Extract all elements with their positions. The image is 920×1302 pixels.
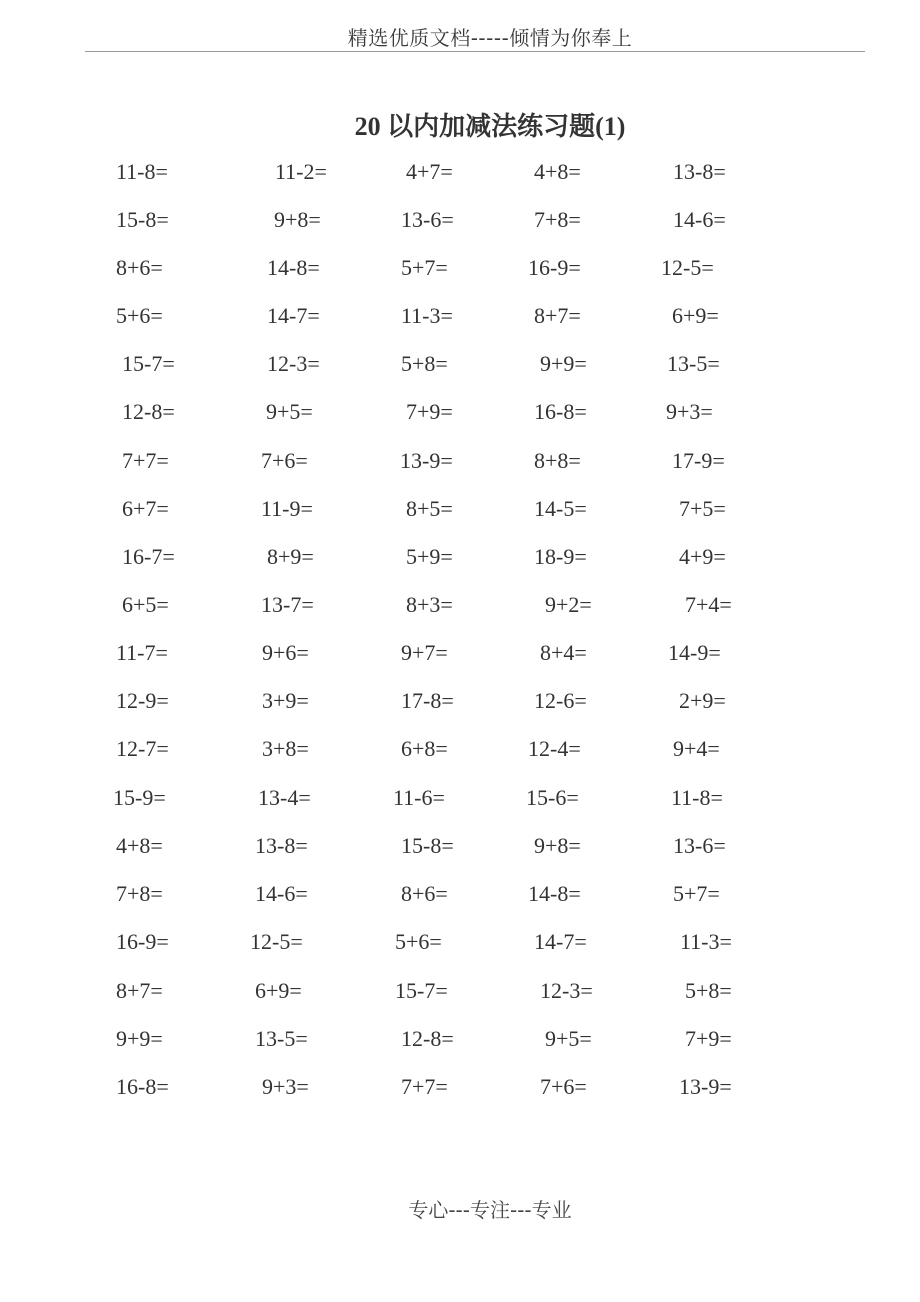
- problem: 3+9=: [262, 688, 309, 713]
- problem: 11-9=: [261, 496, 313, 521]
- problem: 15-8=: [401, 833, 454, 858]
- problem-row: [0, 157, 920, 187]
- problem: 5+6=: [116, 303, 163, 328]
- problem: 17-9=: [672, 448, 725, 473]
- problem: 14-8=: [528, 881, 581, 906]
- page-footer: [0, 1196, 920, 1220]
- problem: 16-9=: [116, 929, 169, 954]
- problem: 8+6=: [401, 881, 448, 906]
- problem: 13-5=: [667, 351, 720, 376]
- problem: 5+7=: [673, 881, 720, 906]
- problem: 11-7=: [116, 640, 168, 665]
- problem: 7+9=: [406, 399, 453, 424]
- problem: 7+8=: [116, 881, 163, 906]
- problem: 4+9=: [679, 544, 726, 569]
- problem: 9+4=: [673, 736, 720, 761]
- problem: 7+8=: [534, 207, 581, 232]
- problem: 6+8=: [401, 736, 448, 761]
- problem: 9+9=: [116, 1026, 163, 1051]
- problem: 11-6=: [393, 785, 445, 810]
- problem: 12-7=: [116, 736, 169, 761]
- problem: 15-8=: [116, 207, 169, 232]
- problem: 8+6=: [116, 255, 163, 280]
- problem: 2+9=: [679, 688, 726, 713]
- problem: 4+8=: [116, 833, 163, 858]
- problem: 12-3=: [267, 351, 320, 376]
- problem: 9+2=: [545, 592, 592, 617]
- problem: 13-8=: [255, 833, 308, 858]
- problem-row: [0, 349, 920, 379]
- problem: 6+9=: [672, 303, 719, 328]
- problem: 8+3=: [406, 592, 453, 617]
- problem: 8+5=: [406, 496, 453, 521]
- problem: 5+8=: [685, 978, 732, 1003]
- problem: 14-5=: [534, 496, 587, 521]
- problem: 7+9=: [685, 1026, 732, 1051]
- problem: 12-4=: [528, 736, 581, 761]
- problem: 4+8=: [534, 159, 581, 184]
- problem-row: [0, 879, 920, 909]
- problem: 15-7=: [395, 978, 448, 1003]
- problem: 12-8=: [122, 399, 175, 424]
- problem: 7+6=: [540, 1074, 587, 1099]
- problem: 13-4=: [258, 785, 311, 810]
- problem: 8+9=: [267, 544, 314, 569]
- problem: 18-9=: [534, 544, 587, 569]
- problem: 8+8=: [534, 448, 581, 473]
- problem: 12-5=: [661, 255, 714, 280]
- problem: 8+4=: [540, 640, 587, 665]
- problem-row: [0, 542, 920, 572]
- problem: 14-7=: [534, 929, 587, 954]
- problem: 7+6=: [261, 448, 308, 473]
- problem: 13-8=: [673, 159, 726, 184]
- problem: 11-3=: [680, 929, 732, 954]
- problem: 7+5=: [679, 496, 726, 521]
- problem: 16-7=: [122, 544, 175, 569]
- problem: 12-8=: [401, 1026, 454, 1051]
- problem: 11-8=: [671, 785, 723, 810]
- problem: 16-8=: [534, 399, 587, 424]
- problem: 7+7=: [122, 448, 169, 473]
- problem: 9+3=: [666, 399, 713, 424]
- problem: 7+4=: [685, 592, 732, 617]
- problem: 12-9=: [116, 688, 169, 713]
- problem-row: [0, 1024, 920, 1054]
- page-footer-text: 专心---专注---专业: [408, 1198, 572, 1220]
- problem: 13-7=: [261, 592, 314, 617]
- problem-row: [0, 686, 920, 716]
- problem: 14-6=: [673, 207, 726, 232]
- problem: 14-8=: [267, 255, 320, 280]
- problem: 16-9=: [528, 255, 581, 280]
- problem-row: [0, 205, 920, 235]
- problem: 13-6=: [673, 833, 726, 858]
- problem-row: [0, 397, 920, 427]
- problem: 9+5=: [266, 399, 313, 424]
- problem: 12-6=: [534, 688, 587, 713]
- problem: 9+3=: [262, 1074, 309, 1099]
- problem: 13-5=: [255, 1026, 308, 1051]
- problem: 13-9=: [400, 448, 453, 473]
- problem: 6+9=: [255, 978, 302, 1003]
- problem: 11-3=: [401, 303, 453, 328]
- problem: 14-7=: [267, 303, 320, 328]
- problem: 5+8=: [401, 351, 448, 376]
- problem-row: [0, 494, 920, 524]
- problem: 14-9=: [668, 640, 721, 665]
- problem: 13-9=: [679, 1074, 732, 1099]
- problem: 9+8=: [274, 207, 321, 232]
- problem: 15-7=: [122, 351, 175, 376]
- problem: 5+9=: [406, 544, 453, 569]
- problem: 4+7=: [406, 159, 453, 184]
- problem: 9+6=: [262, 640, 309, 665]
- problem: 17-8=: [401, 688, 454, 713]
- problem: 5+7=: [401, 255, 448, 280]
- problem: 6+5=: [122, 592, 169, 617]
- problem: 13-6=: [401, 207, 454, 232]
- problem-row: [0, 446, 920, 476]
- problem-row: [0, 638, 920, 668]
- problem-row: [0, 734, 920, 764]
- problem-row: [0, 301, 920, 331]
- problem-row: [0, 1072, 920, 1102]
- problem: 12-5=: [250, 929, 303, 954]
- problem: 9+9=: [540, 351, 587, 376]
- problem: 9+7=: [401, 640, 448, 665]
- problem: 12-3=: [540, 978, 593, 1003]
- problem: 15-6=: [526, 785, 579, 810]
- problem: 6+7=: [122, 496, 169, 521]
- problem: 5+6=: [395, 929, 442, 954]
- problem-row: [0, 590, 920, 620]
- problem: 7+7=: [401, 1074, 448, 1099]
- problem-row: [0, 783, 920, 813]
- problem-row: [0, 927, 920, 957]
- problem: 9+8=: [534, 833, 581, 858]
- problem: 8+7=: [116, 978, 163, 1003]
- problem-row: [0, 976, 920, 1006]
- problem: 11-2=: [275, 159, 327, 184]
- problem: 11-8=: [116, 159, 168, 184]
- worksheet-title: 20 以内加减法练习题(1): [354, 112, 626, 141]
- problem: 3+8=: [262, 736, 309, 761]
- problem: 15-9=: [113, 785, 166, 810]
- problem-row: [0, 253, 920, 283]
- problem: 14-6=: [255, 881, 308, 906]
- problem-row: [0, 831, 920, 861]
- page-header: 精选优质文档-----倾情为你奉上: [347, 26, 633, 50]
- problem: 16-8=: [116, 1074, 169, 1099]
- problem: 8+7=: [534, 303, 581, 328]
- problem: 9+5=: [545, 1026, 592, 1051]
